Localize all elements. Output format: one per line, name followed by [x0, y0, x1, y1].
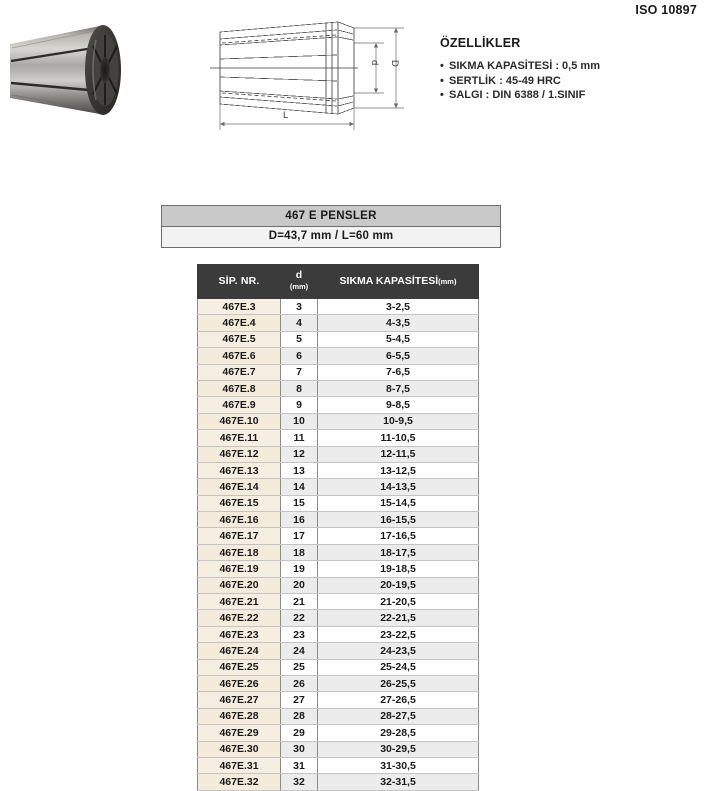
- table-row: [198, 741, 479, 757]
- cell-order-no: 467E.17: [198, 528, 281, 544]
- cell-diameter: 7: [281, 364, 318, 380]
- cell-order-no: 467E.30: [198, 741, 281, 757]
- table-row: [198, 561, 479, 577]
- cell-clamping-capacity: 21-20,5: [318, 594, 479, 610]
- cell-order-no: 467E.5: [198, 331, 281, 347]
- cell-diameter: 28: [281, 708, 318, 724]
- cell-order-no: 467E.11: [198, 430, 281, 446]
- table-row: [198, 626, 479, 642]
- cell-clamping-capacity: 6-5,5: [318, 348, 479, 364]
- table-row: [198, 479, 479, 495]
- cell-order-no: 467E.12: [198, 446, 281, 462]
- cell-clamping-capacity: 22-21,5: [318, 610, 479, 626]
- table-row: [198, 380, 479, 396]
- cell-clamping-capacity: 25-24,5: [318, 659, 479, 675]
- table-row: [198, 692, 479, 708]
- cell-diameter: 31: [281, 757, 318, 773]
- table-row: [198, 446, 479, 462]
- table-row: [198, 643, 479, 659]
- cell-clamping-capacity: 11-10,5: [318, 430, 479, 446]
- cell-clamping-capacity: 5-4,5: [318, 331, 479, 347]
- cell-order-no: 467E.6: [198, 348, 281, 364]
- cell-order-no: 467E.28: [198, 708, 281, 724]
- collet-technical-drawing: [208, 12, 414, 136]
- column-header-clamping-capacity: [318, 265, 479, 299]
- column-header-clamping-capacity-label: SIKMA KAPASİTESİ: [339, 274, 439, 287]
- spec-item-clamping-capacity: [440, 59, 690, 74]
- table-row: [198, 774, 479, 790]
- table-row: [198, 708, 479, 724]
- cell-diameter: 15: [281, 495, 318, 511]
- cell-diameter: 32: [281, 774, 318, 790]
- cell-order-no: 467E.31: [198, 757, 281, 773]
- cell-diameter: 13: [281, 462, 318, 478]
- cell-order-no: 467E.26: [198, 675, 281, 691]
- cell-order-no: 467E.23: [198, 626, 281, 642]
- table-row: [198, 757, 479, 773]
- cell-order-no: 467E.20: [198, 577, 281, 593]
- cell-clamping-capacity: 30-29,5: [318, 741, 479, 757]
- spec-item-label: SALGI : DIN 6388 / 1.SINIF: [449, 89, 586, 101]
- spec-item-label: SIKMA KAPASİTESİ : 0,5 mm: [449, 60, 600, 72]
- table-row: [198, 675, 479, 691]
- table-row: [198, 299, 479, 315]
- cell-clamping-capacity: 14-13,5: [318, 479, 479, 495]
- cell-diameter: 18: [281, 544, 318, 560]
- cell-clamping-capacity: 12-11,5: [318, 446, 479, 462]
- cell-clamping-capacity: 3-2,5: [318, 299, 479, 315]
- cell-diameter: 3: [281, 299, 318, 315]
- table-row: [198, 544, 479, 560]
- cell-clamping-capacity: 17-16,5: [318, 528, 479, 544]
- column-header-diameter: [281, 265, 318, 299]
- cell-diameter: 27: [281, 692, 318, 708]
- cell-order-no: 467E.14: [198, 479, 281, 495]
- cell-clamping-capacity: 23-22,5: [318, 626, 479, 642]
- cell-diameter: 5: [281, 331, 318, 347]
- cell-order-no: 467E.19: [198, 561, 281, 577]
- cell-diameter: 6: [281, 348, 318, 364]
- cell-clamping-capacity: 9-8,5: [318, 397, 479, 413]
- dimension-label-d: d: [369, 60, 380, 66]
- bullet-icon: •: [440, 74, 444, 87]
- spec-item-runout: [440, 88, 690, 103]
- cell-diameter: 30: [281, 741, 318, 757]
- cell-clamping-capacity: 10-9,5: [318, 413, 479, 429]
- cell-diameter: 21: [281, 594, 318, 610]
- cell-clamping-capacity: 7-6,5: [318, 364, 479, 380]
- table-header: [198, 265, 479, 299]
- cell-clamping-capacity: 24-23,5: [318, 643, 479, 659]
- bullet-icon: •: [440, 89, 444, 101]
- table-row: [198, 495, 479, 511]
- cell-order-no: 467E.15: [198, 495, 281, 511]
- cell-order-no: 467E.29: [198, 725, 281, 741]
- table-row: [198, 315, 479, 331]
- series-title-bar: 467 E PENSLER: [161, 205, 501, 227]
- cell-order-no: 467E.7: [198, 364, 281, 380]
- collet-spec-table: [197, 264, 479, 791]
- cell-diameter: 14: [281, 479, 318, 495]
- cell-diameter: 8: [281, 380, 318, 396]
- spec-item-hardness: [440, 74, 690, 89]
- cell-order-no: 467E.8: [198, 380, 281, 396]
- cell-clamping-capacity: 28-27,5: [318, 708, 479, 724]
- cell-diameter: 10: [281, 413, 318, 429]
- cell-order-no: 467E.13: [198, 462, 281, 478]
- cell-clamping-capacity: 16-15,5: [318, 512, 479, 528]
- cell-order-no: 467E.4: [198, 315, 281, 331]
- cell-diameter: 23: [281, 626, 318, 642]
- cell-diameter: 16: [281, 512, 318, 528]
- table-row: [198, 364, 479, 380]
- table-row: [198, 397, 479, 413]
- cell-clamping-capacity: 4-3,5: [318, 315, 479, 331]
- cell-order-no: 467E.25: [198, 659, 281, 675]
- cell-diameter: 25: [281, 659, 318, 675]
- cell-diameter: 20: [281, 577, 318, 593]
- cell-order-no: 467E.22: [198, 610, 281, 626]
- column-header-order-no: [198, 265, 281, 299]
- cell-clamping-capacity: 27-26,5: [318, 692, 479, 708]
- cell-clamping-capacity: 32-31,5: [318, 774, 479, 790]
- cell-order-no: 467E.10: [198, 413, 281, 429]
- table-row: [198, 594, 479, 610]
- cell-diameter: 12: [281, 446, 318, 462]
- cell-clamping-capacity: 19-18,5: [318, 561, 479, 577]
- table-title-bars: [161, 205, 501, 248]
- cell-order-no: 467E.16: [198, 512, 281, 528]
- cell-diameter: 19: [281, 561, 318, 577]
- cell-order-no: 467E.18: [198, 544, 281, 560]
- table-row: [198, 528, 479, 544]
- cell-clamping-capacity: 8-7,5: [318, 380, 479, 396]
- cell-diameter: 29: [281, 725, 318, 741]
- cell-clamping-capacity: 13-12,5: [318, 462, 479, 478]
- table-row: [198, 610, 479, 626]
- cell-clamping-capacity: 29-28,5: [318, 725, 479, 741]
- spec-item-label: SERTLİK : 45-49 HRC: [449, 74, 561, 87]
- table-row: [198, 430, 479, 446]
- cell-clamping-capacity: 26-25,5: [318, 675, 479, 691]
- cell-order-no: 467E.3: [198, 299, 281, 315]
- specifications-block: [440, 36, 690, 103]
- cell-diameter: 4: [281, 315, 318, 331]
- column-header-diameter-label: d: [295, 269, 303, 281]
- cell-order-no: 467E.27: [198, 692, 281, 708]
- table-row: [198, 577, 479, 593]
- cell-diameter: 22: [281, 610, 318, 626]
- dimension-label-D-outer: D: [389, 60, 400, 67]
- cell-clamping-capacity: 18-17,5: [318, 544, 479, 560]
- cell-diameter: 11: [281, 430, 318, 446]
- table-row: [198, 512, 479, 528]
- table-row: [198, 331, 479, 347]
- collet-photo: [4, 14, 156, 126]
- cell-clamping-capacity: 20-19,5: [318, 577, 479, 593]
- table-body: [198, 299, 479, 791]
- cell-order-no: 467E.9: [198, 397, 281, 413]
- cell-order-no: 467E.21: [198, 594, 281, 610]
- cell-diameter: 9: [281, 397, 318, 413]
- table-row: [198, 348, 479, 364]
- column-header-diameter-unit: (mm): [289, 282, 309, 291]
- iso-standard-label: ISO 10897: [635, 3, 697, 17]
- cell-diameter: 24: [281, 643, 318, 659]
- dimension-label-L: L: [283, 110, 289, 121]
- column-header-clamping-capacity-unit: (mm): [438, 276, 457, 286]
- table-row: [198, 725, 479, 741]
- column-header-order-no-label: SİP. NR.: [218, 274, 260, 287]
- cell-order-no: 467E.32: [198, 774, 281, 790]
- cell-clamping-capacity: 31-30,5: [318, 757, 479, 773]
- specifications-title: ÖZELLİKLER: [440, 36, 521, 50]
- dimension-title-bar: D=43,7 mm / L=60 mm: [161, 227, 501, 248]
- cell-diameter: 17: [281, 528, 318, 544]
- cell-diameter: 26: [281, 675, 318, 691]
- table-row: [198, 462, 479, 478]
- table-header-row: [198, 265, 479, 299]
- bullet-icon: •: [440, 60, 444, 72]
- table-row: [198, 659, 479, 675]
- cell-order-no: 467E.24: [198, 643, 281, 659]
- table-row: [198, 413, 479, 429]
- cell-clamping-capacity: 15-14,5: [318, 495, 479, 511]
- collet-spec-table-container: [197, 264, 478, 791]
